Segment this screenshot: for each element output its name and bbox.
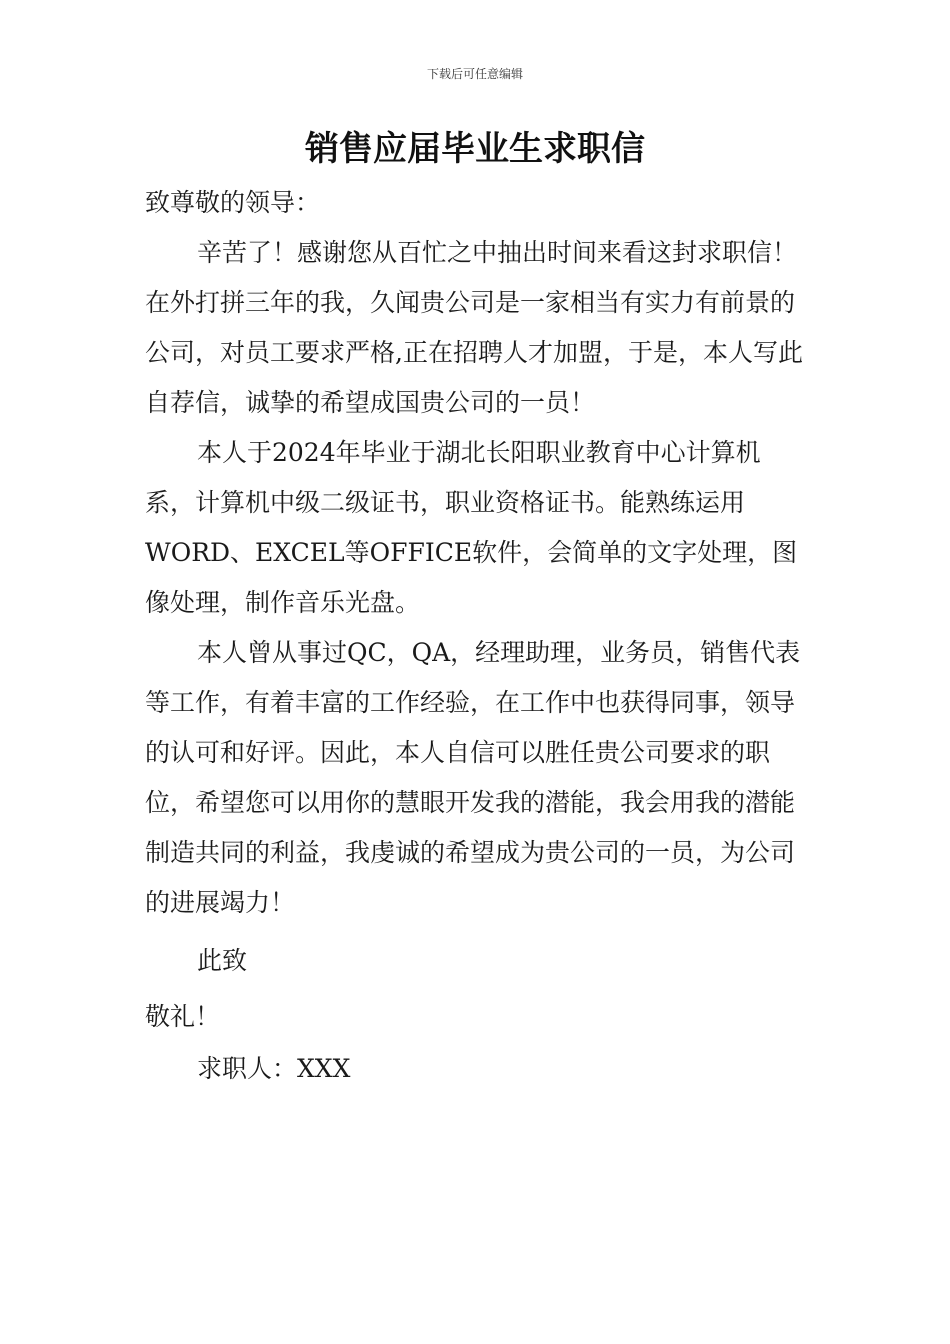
salutation: 致尊敬的领导： — [145, 188, 321, 217]
closing-salute: 敬礼！ — [145, 1002, 221, 1031]
paragraph-intro: 辛苦了！感谢您从百忙之中抽出时间来看这封求职信！在外打拼三年的我，久闻贵公司是一家相当有实力有前景的公司，对员工要求严格,正在招聘人才加盟，于是，本人写此自荐信，诚挚的希望成国贵公司的一员！ — [145, 238, 803, 417]
paragraph-experience: 本人曾从事过QC，QA，经理助理，业务员，销售代表等工作，有着丰富的工作经验，在工作中也获得同事，领导的认可和好评。因此，本人自信可以胜任贵公司要求的职位，希望您可以用你的慧眼开发我的潜能，我会用我的潜能制造共同的利益，我虔诚的希望成为贵公司的一员，为公司的进展竭力！ — [145, 638, 801, 917]
letter-title: 销售应届毕业生求职信 — [305, 129, 645, 169]
closing-greeting: 此致 — [197, 946, 248, 975]
header-note: 下载后可任意编辑 — [426, 67, 523, 81]
paragraph-education: 本人于2024年毕业于湖北长阳职业教育中心计算机系，计算机中级二级证书，职业资格证书。能熟练运用WORD、EXCEL等OFFICE软件，会简单的文字处理，图像处理，制作音乐光盘。 — [145, 438, 798, 617]
signature: 求职人：XXX — [197, 1054, 351, 1083]
letter-body — [145, 178, 810, 1094]
